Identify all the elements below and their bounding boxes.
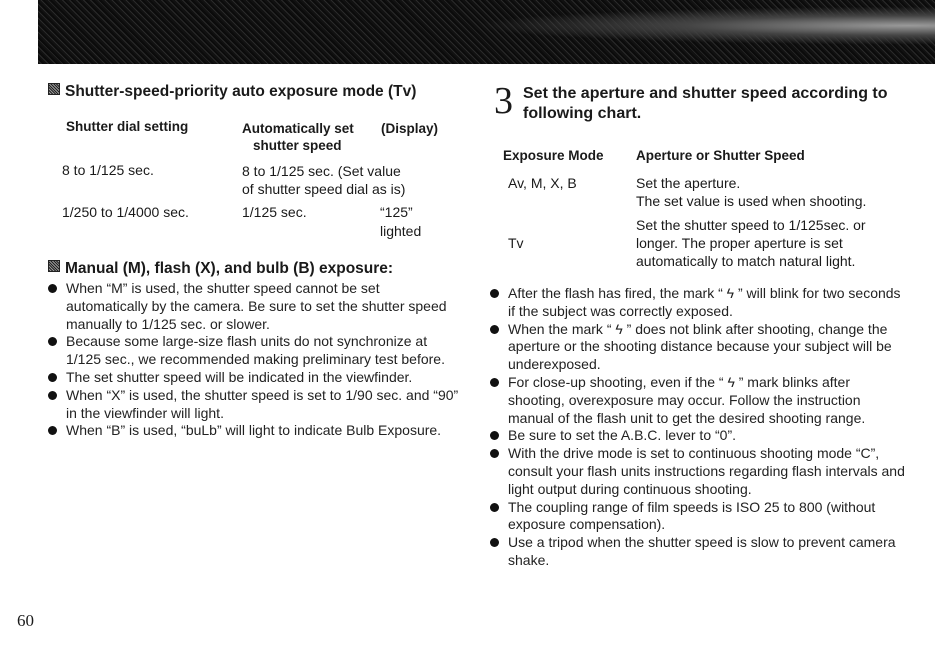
list-item: For close-up shooting, even if the “ ϟ ” mark blinks after shooting, overexposure may occur. Follow the instruction manual of the flash unit to get the desired shooting range.: [489, 374, 907, 427]
table-header-dial: Shutter dial setting: [66, 119, 189, 134]
table-cell-mode: Av, M, X, B: [508, 175, 577, 191]
list-item: When “M” is used, the shutter speed cannot be set automatically by the camera. Be sure to set the shutter speed manually to 1/125 sec. or slower.: [47, 280, 459, 333]
table-cell-value: Set the aperture.: [636, 175, 741, 191]
table-cell-display: lighted: [380, 223, 422, 239]
table-header-auto-1: Automatically set: [242, 121, 354, 136]
step-title: Set the aperture and shutter speed according to following chart.: [523, 85, 888, 122]
table-cell-display: “125”: [380, 204, 413, 220]
page-number: 60: [17, 611, 34, 630]
table-cell-setting: 8 to 1/125 sec.: [62, 162, 154, 178]
table-cell-value: Set the shutter speed to 1/125sec. or: [636, 217, 866, 233]
list-item: With the drive mode is set to continuous shooting mode “C”, consult your flash units instructions regarding flash intervals and light output during continuous shooting.: [489, 445, 907, 498]
section-title: Shutter-speed-priority auto exposure mode (Tv): [65, 83, 417, 100]
table-cell-setting: 1/250 to 1/4000 sec.: [62, 204, 189, 220]
list-item: The coupling range of film speeds is ISO 25 to 800 (without exposure compensation).: [489, 499, 907, 535]
table-cell-value: automatically to match natural light.: [636, 253, 856, 269]
list-item: When “B” is used, “buLb” will light to indicate Bulb Exposure.: [47, 422, 459, 440]
table-cell-auto: of shutter speed dial as is): [242, 181, 406, 197]
step-number: 3: [494, 80, 513, 122]
table-cell-auto: 8 to 1/125 sec. (Set value: [242, 163, 401, 179]
table-cell-value: longer. The proper aperture is set: [636, 235, 843, 251]
list-item: When the mark “ ϟ ” does not blink after shooting, change the aperture or the shooting distance because your subject will be underexposed.: [489, 321, 907, 374]
list-item: When “X” is used, the shutter speed is set to 1/90 sec. and “90” in the viewfinder will light.: [47, 387, 459, 423]
section-heading-tv: [48, 83, 416, 101]
table-header-auto-2: shutter speed: [253, 138, 342, 153]
square-bullet-icon: [48, 83, 60, 95]
bullet-list-left: [47, 280, 459, 440]
table-header-aperture: Aperture or Shutter Speed: [636, 148, 805, 163]
list-item: Because some large-size flash units do not synchronize at 1/125 sec., we recommended making preliminary test before.: [47, 333, 459, 369]
list-item: Be sure to set the A.B.C. lever to “0”.: [489, 427, 907, 445]
table-header-display: (Display): [381, 121, 439, 136]
table-cell-auto: 1/125 sec.: [242, 204, 307, 220]
bullet-list-right: [489, 285, 907, 570]
list-item: Use a tripod when the shutter speed is slow to prevent camera shake.: [489, 534, 907, 570]
table-cell-mode: Tv: [508, 235, 524, 251]
table-header-mode: Exposure Mode: [503, 148, 604, 163]
list-item: After the flash has fired, the mark “ ϟ ” will blink for two seconds if the subject was correctly exposed.: [489, 285, 907, 321]
section-heading-manual: [48, 260, 393, 278]
section-title: Manual (M), flash (X), and bulb (B) exposure:: [65, 260, 394, 277]
list-item: The set shutter speed will be indicated in the viewfinder.: [47, 369, 459, 387]
square-bullet-icon: [48, 260, 60, 272]
table-cell-value: The set value is used when shooting.: [636, 193, 867, 209]
header-band: [38, 0, 935, 64]
